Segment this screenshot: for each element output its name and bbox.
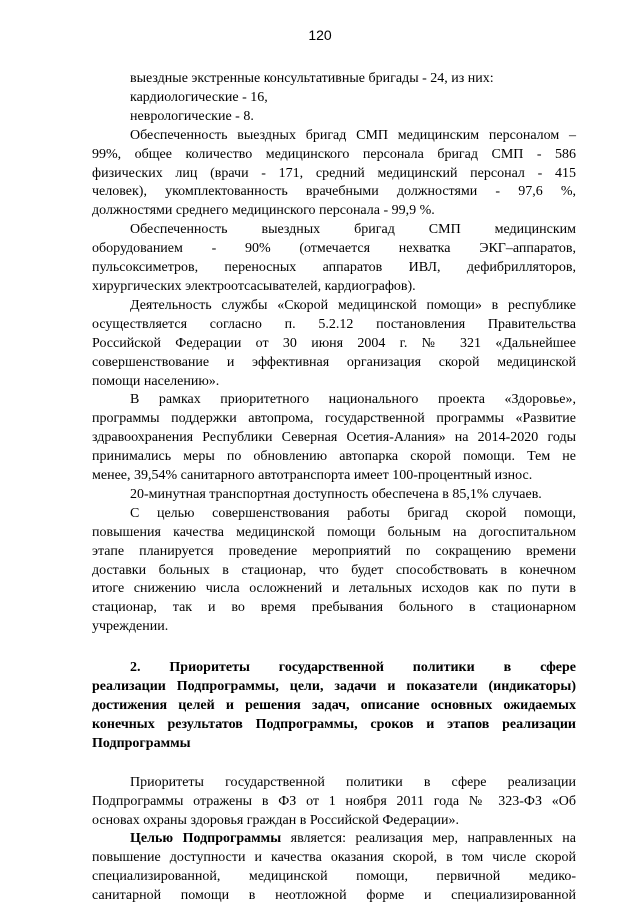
text-line: хирургических электроотсасывателей, кардиографов). bbox=[92, 278, 416, 294]
text-line: Деятельность службы «Скорой медицинской помощи» в республике bbox=[130, 297, 576, 313]
page-number: 120 bbox=[308, 27, 332, 43]
heading-line: достижения целей и решения задач, описание основных ожидаемых bbox=[92, 698, 576, 713]
paragraph-equipment bbox=[92, 221, 576, 297]
text-line: основах охраны здоровья граждан в Российской Федерации». bbox=[92, 812, 459, 828]
text-line bbox=[92, 830, 576, 849]
text-line: программы поддержки автопрома, государственной программы «Развитие bbox=[92, 411, 576, 427]
text-line: В рамках приоритетного национального проекта «Здоровье», bbox=[130, 392, 576, 408]
text-line: помощи населению». bbox=[92, 373, 220, 389]
text-line: С целью совершенствования работы бригад скорой помощи, bbox=[130, 505, 576, 521]
list-intro: выездные экстренные консультативные бригады - 24, из них: bbox=[130, 71, 494, 86]
text-line: пульсоксиметров, переносных аппаратов ИВЛ, дефибрилляторов, bbox=[92, 260, 576, 276]
text-line: Обеспеченность выездных бригад СМП медицинским bbox=[130, 222, 576, 238]
heading-line: Подпрограммы bbox=[92, 735, 191, 751]
text-line: здравоохранения Республики Северная Осетия-Алания» на 2014-2020 годы bbox=[92, 430, 576, 446]
paragraph-vehicle-fleet bbox=[92, 391, 576, 486]
list-block bbox=[92, 70, 576, 127]
text-line: итоге снижению числа осложнений и летальных исходов как по пути в bbox=[92, 581, 576, 597]
heading-line: конечных результатов Подпрограммы, сроков и этапов реализации bbox=[92, 716, 576, 732]
text-line: доставки больных в стационар, что будет способствовать в конечном bbox=[92, 562, 576, 578]
text-line: Российской Федерации от 30 июня 2004 г. № 321 «Дальнейшее bbox=[92, 335, 576, 351]
text-line: принимались меры по обновлению автопарка скорой помощи. Тем не bbox=[92, 449, 576, 465]
document-body bbox=[92, 70, 576, 906]
text-line: Приоритеты государственной политики в сфере реализации bbox=[130, 774, 576, 790]
paragraph-staffing bbox=[92, 127, 576, 222]
text-line: повышения качества медицинской помощи больным на догоспитальном bbox=[92, 524, 576, 540]
text-line: должностями среднего медицинского персонала - 99,9 %. bbox=[92, 203, 435, 219]
text-line: стационар, так и во время пребывания больного в стационарном bbox=[92, 600, 576, 616]
paragraph-priorities bbox=[92, 774, 576, 831]
text-line: совершенствование и эффективная организация скорой медицинской bbox=[92, 354, 576, 370]
list-item: кардиологические - 16, bbox=[130, 89, 268, 105]
text-line: 20-минутная транспортная доступность обеспечена в 85,1% случаев. bbox=[130, 486, 542, 502]
text-line: санитарной помощи в неотложной форме и специализированной bbox=[92, 888, 576, 904]
text-line: 99%, общее количество медицинского персонала бригад СМП - 586 bbox=[92, 146, 576, 162]
text-line: оборудованием - 90% (отмечается нехватка ЭКГ–аппаратов, bbox=[92, 241, 576, 257]
text-line: осуществляется согласно п. 5.2.12 постановления Правительства bbox=[92, 316, 576, 332]
goal-rest: является: реализация мер, направленных на bbox=[281, 831, 576, 847]
text-line: менее, 39,54% санитарного автотранспорта имеет 100-процентный износ. bbox=[92, 468, 533, 484]
list-item: неврологические - 8. bbox=[130, 108, 254, 124]
paragraph-transport-access bbox=[92, 486, 576, 505]
paragraph-service-activity bbox=[92, 297, 576, 392]
text-line: этапе планируется проведение мероприятий по сокращению времени bbox=[92, 543, 576, 559]
text-line: специализированной, медицинской помощи, первичной медико- bbox=[92, 869, 576, 885]
text-line: повышение доступности и качества оказания скорой, в том числе скорой bbox=[92, 850, 576, 866]
goal-lead: Целью Подпрограммы bbox=[130, 831, 282, 847]
section-heading bbox=[92, 659, 576, 754]
heading-line: 2. Приоритеты государственной политики в сфере bbox=[130, 660, 576, 676]
paragraph-improvement bbox=[92, 505, 576, 637]
text-line: Подпрограммы отражены в ФЗ от 1 ноября 2011 года № 323-ФЗ «Об bbox=[92, 793, 576, 809]
text-line: Обеспеченность выездных бригад СМП медицинским персоналом – bbox=[130, 127, 576, 143]
text-line: учреждении. bbox=[92, 619, 169, 635]
text-line: физических лиц (врачи - 171, средний медицинский персонал - 415 bbox=[92, 165, 576, 181]
heading-line: реализации Подпрограммы, цели, задачи и показатели (индикаторы) bbox=[92, 679, 576, 695]
paragraph-goal bbox=[92, 830, 576, 906]
text-line: человек), укомплектованность врачебными должностями - 97,6 %, bbox=[92, 184, 576, 200]
